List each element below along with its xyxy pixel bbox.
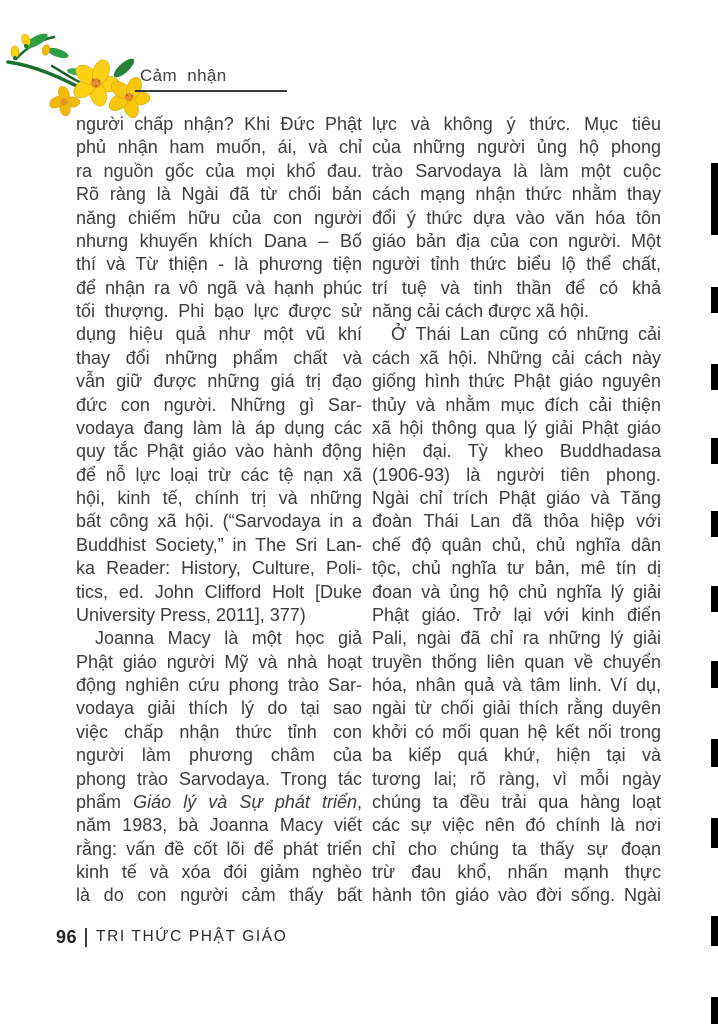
section-title: Cảm nhận <box>140 66 227 85</box>
text-line: vodaya đang làm là áp dụng các <box>76 417 362 438</box>
text-line: cách mạng nhận thức nhằm thay <box>372 184 661 205</box>
text-line: phủ nhận ham muốn, ái, và chỉ <box>76 137 362 158</box>
text-line: là do con người cảm thấy bất <box>76 885 362 906</box>
text-line: Phật giáo người Mỹ và nhà hoạt <box>76 651 362 672</box>
text-line: nhưng khuyến khích Dana – Bố <box>76 230 362 251</box>
text-line: thủy và nhằm mục đích cải thiện <box>372 394 661 415</box>
text-line: University Press, 2011], 377) <box>76 604 306 625</box>
text-line: để nỗ lực loại trừ các tệ nạn xã <box>76 464 362 485</box>
text-line: giáo bản địa của con người. Một <box>372 230 661 251</box>
section-title-underline <box>135 90 287 92</box>
text-line: quy tắc Phật giáo vào hành động <box>76 441 362 462</box>
text-line: trừ đau khổ, nhấn mạnh thực <box>372 862 661 882</box>
text-line: năm 1983, bà Joanna Macy viết <box>76 815 362 836</box>
article-column-left <box>76 113 362 908</box>
page-edge-mark <box>711 739 718 767</box>
text-line: ra nguồn gốc của mọi khổ đau. <box>76 160 362 181</box>
text-line: động nghiên cứu phong trào Sar- <box>76 675 362 695</box>
text-line: ka Reader: History, Culture, Poli- <box>76 558 362 579</box>
text-line: đoan và ủng hộ chủ nghĩa lý giải <box>372 581 661 602</box>
magazine-title: TRI THỨC PHẬT GIÁO <box>96 928 288 945</box>
article-column-right <box>372 113 661 908</box>
page-edge-mark <box>711 997 718 1024</box>
page-edge-mark <box>711 661 718 688</box>
footer-separator <box>85 928 87 947</box>
text-line: đổi ý thức dựa vào văn hóa tôn <box>372 207 661 228</box>
text-line: năng chiếm hữu của con người <box>76 207 362 228</box>
text-line: đức con người. Những gì Sar- <box>76 394 362 415</box>
text-line: chế độ quân chủ, chủ nghĩa dân <box>372 534 661 555</box>
text-line: xã hội thông qua lý giải Phật giáo <box>372 417 661 438</box>
page-edge-mark <box>711 364 718 390</box>
text-line: hiện đại. Tỳ kheo Buddhadasa <box>372 441 661 462</box>
text-line: phong trào Sarvodaya. Trong tác <box>76 768 362 789</box>
text-line: (1906-93) là người tiên phong. <box>372 464 661 485</box>
text-line: việc chấp nhận thức tỉnh con <box>76 721 362 742</box>
text-line: trí tuệ và tinh thần để có khả <box>372 277 661 298</box>
text-line: giống hình thức Phật giáo nguyên <box>372 371 661 392</box>
page-edge-mark <box>711 818 718 848</box>
text-line: ba kiếp quá khứ, hiện tại và <box>372 745 661 766</box>
text-line: thay đổi những phẩm chất và <box>76 347 362 368</box>
text-line: năng cải cách được xã hội. <box>372 301 589 321</box>
page-number: 96 <box>56 926 78 947</box>
text-line: bất công xã hội. (“Sarvodaya in a <box>76 511 362 532</box>
text-line: tối thượng. Phi bạo lực được sử <box>76 301 362 321</box>
page-edge-mark <box>711 511 718 537</box>
text-line: người chấp nhận? Khi Đức Phật <box>76 114 362 134</box>
text-line: phẩm Giáo lý và Sự phát triển, <box>76 791 362 812</box>
text-line: Phật giáo. Trở lại với kinh điển <box>372 604 661 625</box>
text-line: vodaya giải thích lý do tại sao <box>76 698 362 719</box>
page-edge-mark <box>711 287 718 313</box>
text-line: Buddhist Society,” in The Sri Lan- <box>76 534 362 555</box>
text-line: cách xã hội. Những cải cách này <box>372 347 661 368</box>
text-line: hóa, nhân quả và tâm linh. Ví dụ, <box>372 675 661 695</box>
text-line: của những người ủng hộ phong <box>372 137 661 158</box>
apricot-blossom-image <box>6 26 158 124</box>
text-line: tics, ed. John Clifford Holt [Duke <box>76 581 362 602</box>
text-line: để nhận ra vô ngã và hạnh phúc <box>76 277 362 298</box>
text-line: trào Sarvodaya là làm một cuộc <box>372 160 661 181</box>
text-line: chúng ta đều trải qua hàng loạt <box>372 791 661 812</box>
text-line: người tỉnh thức biểu lộ thể chất, <box>372 254 661 275</box>
text-line: tương lai; rõ ràng, vì mỗi ngày <box>372 768 661 789</box>
text-line: dụng hiệu quả như một vũ khí <box>76 324 362 345</box>
text-line: ngài từ chối giải thích rằng duyên <box>372 698 661 719</box>
page-edge-mark <box>711 916 718 946</box>
text-line: truyền thống liên quan về chuyển <box>372 651 661 672</box>
text-line: Ở Thái Lan cũng có những cải <box>391 324 661 345</box>
text-line: khởi có mối quan hệ kết nối trong <box>372 721 661 742</box>
page-edge-mark <box>711 438 718 464</box>
text-line: hội, kinh tế, chính trị và những <box>76 488 362 508</box>
text-line: Rõ ràng là Ngài đã từ chối bản <box>76 184 362 205</box>
text-line: vẫn giữ được những giá trị đạo <box>76 371 362 392</box>
text-line: đoàn Thái Lan đã thỏa hiệp với <box>372 511 661 532</box>
text-line: kinh tế và xóa đói giảm nghèo <box>76 862 362 882</box>
text-line: thí và Từ thiện - là phương tiện <box>76 254 362 275</box>
text-line: Pali, ngài đã chỉ ra những lý giải <box>372 628 661 649</box>
text-line: rằng: vấn đề cốt lõi để phát triển <box>76 838 362 859</box>
text-line: các sự việc nên đó chính là nơi <box>372 815 661 836</box>
text-line: tộc, chủ nghĩa tư bản, mê tín dị <box>372 558 661 579</box>
text-line: Joanna Macy là một học giả <box>95 628 362 649</box>
text-line: người làm phương châm của <box>76 745 362 766</box>
text-line: lực và không ý thức. Mục tiêu <box>372 114 661 134</box>
text-line: Ngài chỉ trích Phật giáo và Tăng <box>372 488 661 508</box>
page-edge-mark <box>711 163 718 235</box>
page-footer <box>56 926 287 948</box>
text-line: hành tôn giáo vào đời sống. Ngài <box>372 885 661 906</box>
page-edge-mark <box>711 586 718 612</box>
text-line: chỉ cho chúng ta thấy sự đoạn <box>372 838 661 859</box>
